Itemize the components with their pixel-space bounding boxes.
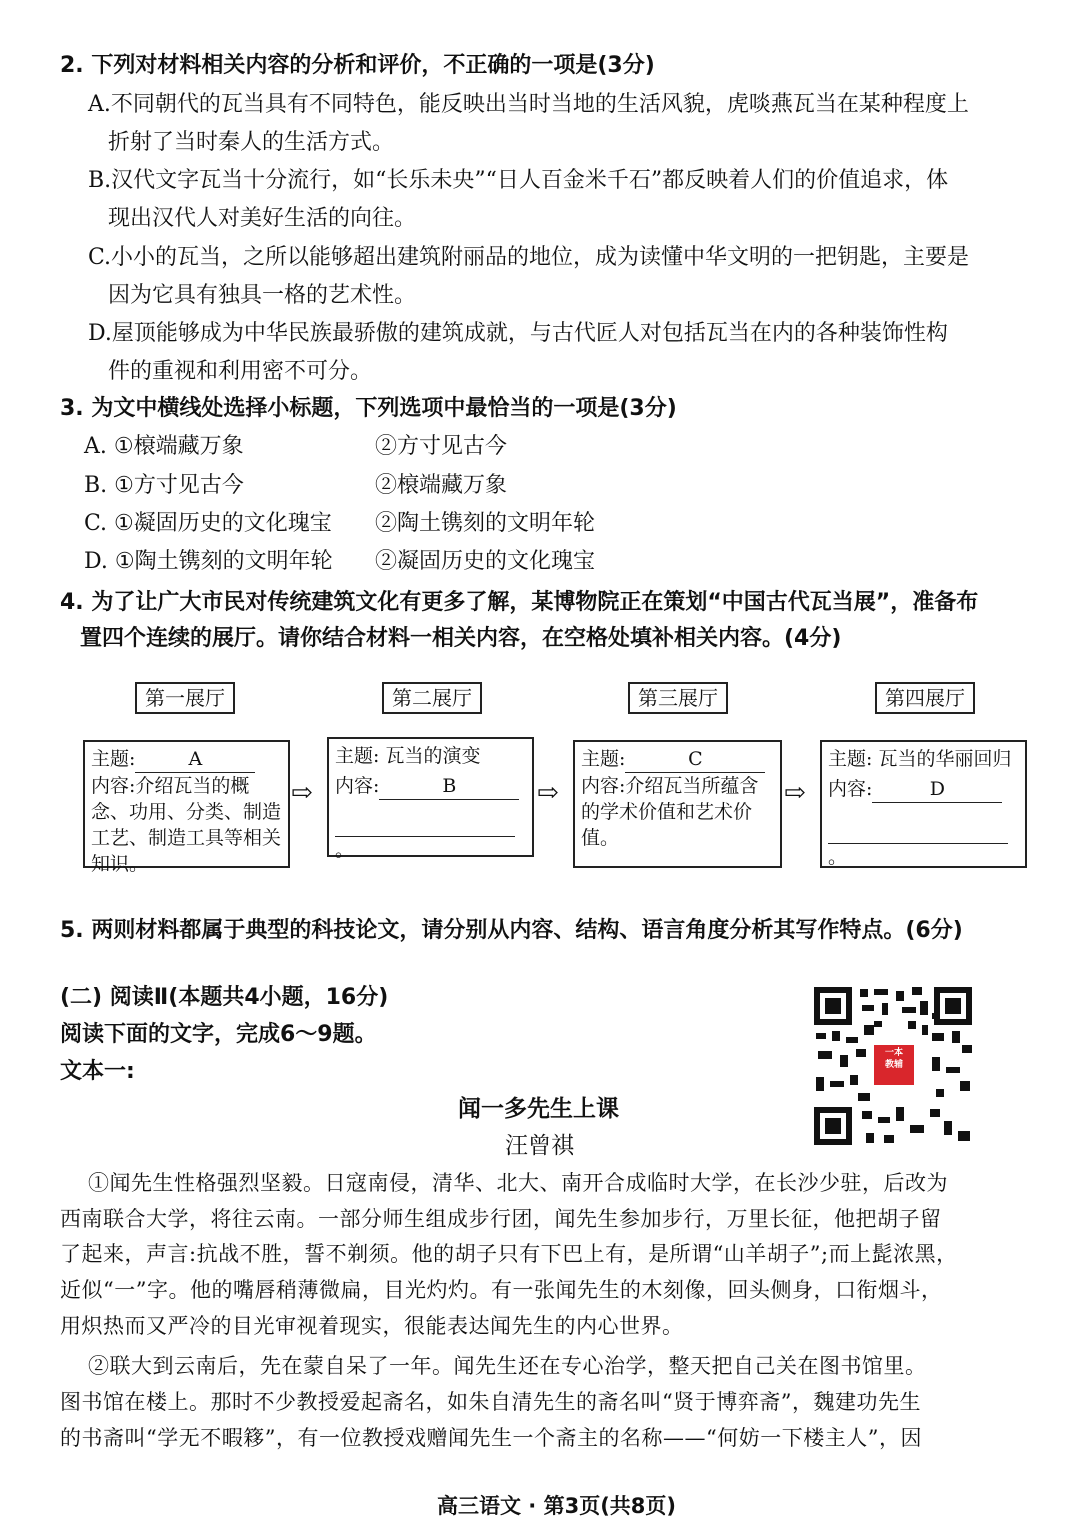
hall-2-content-prefix: 内容: (335, 775, 380, 797)
hall-4-box (820, 740, 1027, 868)
q2-option-d-line2: 件的重视和利用密不可分。 (108, 359, 373, 384)
q3-option-b-first: B. ①方寸见古今 (84, 473, 244, 498)
q3-option-b-second: ②榱端藏万象 (375, 473, 508, 498)
article-title: 闻一多先生上课 (458, 1096, 619, 1122)
q2-option-c-line2: 因为它具有独具一格的艺术性。 (108, 283, 417, 308)
q3-option-a-second: ②方寸见古今 (375, 434, 508, 459)
article-line-3: 了起来，声言:抗战不胜，誓不剃须。他的胡子只有下巴上有，是所谓“山羊胡子”;而上髭浓黑， (60, 1242, 958, 1266)
article-line-7: 图书馆在楼上。那时不少教授爱起斋名，如朱自清先生的斋名叫“贤于博弈斋”，魏建功先生 (60, 1390, 921, 1414)
article-line-5: 用炽热而又严冷的目光审视着现实，很能表达闻先生的内心世界。 (60, 1314, 684, 1338)
section2-text-label: 文本一: (60, 1059, 135, 1084)
qr-badge-text: 一本 教辅 (884, 1048, 903, 1070)
hall-1-content-prefix: 内容: (91, 775, 136, 797)
q2-option-a-line1: A.不同朝代的瓦当具有不同特色，能反映出当时当地的生活风貌，虎啖燕瓦当在某种程度上 (88, 92, 969, 117)
hall-1-content: 介绍瓦当的概念、功用、分类、制造工艺、制造工具等相关知识。 (91, 775, 282, 875)
q2-option-c-line1: C.小小的瓦当，之所以能够超出建筑附丽品的地位，成为读懂中华文明的一把钥匙，主要是 (88, 245, 970, 270)
article-line-1: ①闻先生性格强烈坚毅。日寇南侵，清华、北大、南开合成临时大学，在长沙少驻，后改为 (88, 1171, 948, 1195)
hall-3-content-prefix: 内容: (581, 775, 626, 797)
hall-3-label: 第三展厅 (628, 682, 728, 714)
hall-3-theme-blank: C (625, 746, 765, 773)
q3-option-d-second: ②凝固历史的文化瑰宝 (375, 549, 596, 574)
hall-3-box (573, 740, 782, 868)
q3-option-c-second: ②陶土镌刻的文明年轮 (375, 511, 596, 536)
article-line-4: 近似“一”字。他的嘴唇稍薄微扁，目光灼灼。有一张闻先生的木刻像，回头侧身，口衔烟斗， (60, 1278, 943, 1302)
q2-option-a-line2: 折射了当时秦人的生活方式。 (108, 130, 395, 155)
hall-3-content: 介绍瓦当所蕴含的学术价值和艺术价值。 (581, 775, 759, 849)
q3-option-c-first: C. ①凝固历史的文化瑰宝 (84, 511, 332, 536)
q3-option-d-first: D. ①陶土镌刻的文明年轮 (84, 549, 333, 574)
hall-1-theme-prefix: 主题: (91, 748, 136, 770)
arrow-3: ⇨ (784, 778, 806, 808)
section2-heading: (二) 阅读Ⅱ(本题共4小题，16分) (60, 985, 389, 1010)
hall-4-content-blank: D (872, 776, 1002, 803)
hall-2-label: 第二展厅 (382, 682, 482, 714)
article-author: 汪曾祺 (505, 1133, 574, 1159)
arrow-2: ⇨ (537, 778, 559, 808)
hall-4-end-mark: 。 (828, 846, 848, 868)
q4-stem-line1: 4. 为了让广大市民对传统建筑文化有更多了解，某博物院正在策划“中国古代瓦当展”，准备布 (60, 590, 979, 615)
article-line-2: 西南联合大学，将往云南。一部分师生组成步行团，闻先生参加步行，万里长征，他把胡子留 (60, 1207, 942, 1231)
hall-1-box (83, 740, 290, 875)
hall-2-box (327, 737, 534, 861)
article-line-8: 的书斋叫“学无不暇簃”，有一位教授戏赠闻先生一个斋主的名称——“何妨一下楼主人”，因 (60, 1426, 922, 1450)
hall-2-end-mark: 。 (335, 839, 355, 861)
hall-1-theme-blank: A (135, 746, 255, 773)
hall-3-theme-prefix: 主题: (581, 748, 626, 770)
section2-instruction: 阅读下面的文字，完成6～9题。 (60, 1022, 377, 1047)
hall-4-theme: 主题: 瓦当的华丽回归 (828, 748, 1012, 770)
q5-stem: 5. 两则材料都属于典型的科技论文，请分别从内容、结构、语言角度分析其写作特点。(6分) (60, 918, 963, 943)
article-line-6: ②联大到云南后，先在蒙自呆了一年。闻先生还在专心治学，整天把自己关在图书馆里。 (88, 1354, 927, 1378)
hall-2-content-blank: B (379, 773, 519, 800)
q2-option-b-line2: 现出汉代人对美好生活的向往。 (108, 206, 417, 231)
q2-stem: 2. 下列对材料相关内容的分析和评价，不正确的一项是(3分) (60, 53, 655, 78)
page-footer: 高三语文 · 第3页(共8页) (437, 1494, 677, 1518)
q2-option-d-line1: D.屋顶能够成为中华民族最骄傲的建筑成就，与古代匠人对包括瓦当在内的各种装饰性构 (88, 321, 948, 346)
hall-4-label: 第四展厅 (875, 682, 975, 714)
hall-2-theme: 主题: 瓦当的演变 (335, 745, 481, 767)
hall-1-label: 第一展厅 (135, 682, 235, 714)
q3-stem: 3. 为文中横线处选择小标题，下列选项中最恰当的一项是(3分) (60, 396, 677, 421)
hall-4-content-prefix: 内容: (828, 778, 873, 800)
q2-option-b-line1: B.汉代文字瓦当十分流行，如“长乐未央”“日人百金米千石”都反映着人们的价值追求，体 (88, 168, 949, 193)
arrow-1: ⇨ (291, 778, 313, 808)
q3-option-a-first: A. ①榱端藏万象 (84, 434, 244, 459)
q4-stem-line2: 置四个连续的展厅。请你结合材料一相关内容，在空格处填补相关内容。(4分) (80, 626, 842, 651)
